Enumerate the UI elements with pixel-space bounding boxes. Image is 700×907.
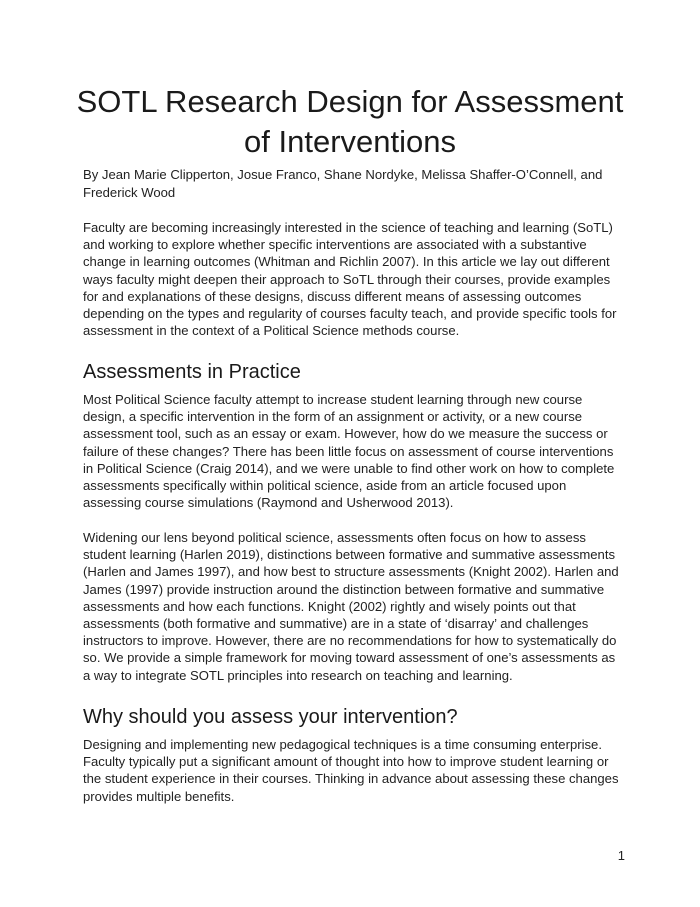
assessments-paragraph-2: Widening our lens beyond political science, assessments often focus on how to assess student learning (Harlen 2019), distinctions between formative and summative assessments (Harlen and James 1997), and how best to structure assessments (Knight 2002). Harlen and James (1997) provide instruction around the distinction between formative and summative assessments and how each functions. Knight (2002) rightly and wisely points out that assessments (both formative and summative) are in a state of ‘disarray’ and challenges instructors to improve. However, there are no recommendations for how to systematically do so. We provide a simple framework for moving toward assessment of one’s assessments as a way to integrate SOTL principles into research on teaching and learning. [83,530,619,683]
author-line: By Jean Marie Clipperton, Josue Franco, Shane Nordyke, Melissa Shaffer-O’Connell, and Frederick Wood [83,167,603,200]
section-heading-assessments-in-practice: Assessments in Practice [83,361,301,383]
intro-paragraph: Faculty are becoming increasingly interested in the science of teaching and learning (SoTL) and working to explore whether specific interventions are associated with a substantive change in learning outcomes (Whitman and Richlin 2007). In this article we lay out different ways faculty might deepen their approach to SoTL through their courses, provide examples for and explanations of these designs, discuss different means of assessing outcomes depending on the types and regularity of courses faculty teach, and provide specific tools for assessment in the context of a Political Science methods course. [83,220,617,339]
assessments-paragraph-1: Most Political Science faculty attempt to increase student learning through new course design, a specific intervention in the form of an assignment or activity, or a new course assessment tool, such as an essay or exam. However, how do we measure the success or failure of these changes? There has been little focus on assessment of course interventions in Political Science (Craig 2014), and we were unable to find other work on how to complete assessments specifically within political science, aside from an article focused upon assessing course simulations (Raymond and Usherwood 2013). [83,392,615,511]
document-title: SOTL Research Design for Assessment of Interventions [76,84,624,159]
section-heading-why-assess: Why should you assess your intervention? [83,706,458,728]
why-assess-paragraph-1: Designing and implementing new pedagogical techniques is a time consuming enterprise. Faculty typically put a significant amount of thought into how to improve student learning or the student experience in their courses. Thinking in advance about assessing these changes provides multiple benefits. [83,737,619,804]
page-number: 1 [617,848,625,863]
